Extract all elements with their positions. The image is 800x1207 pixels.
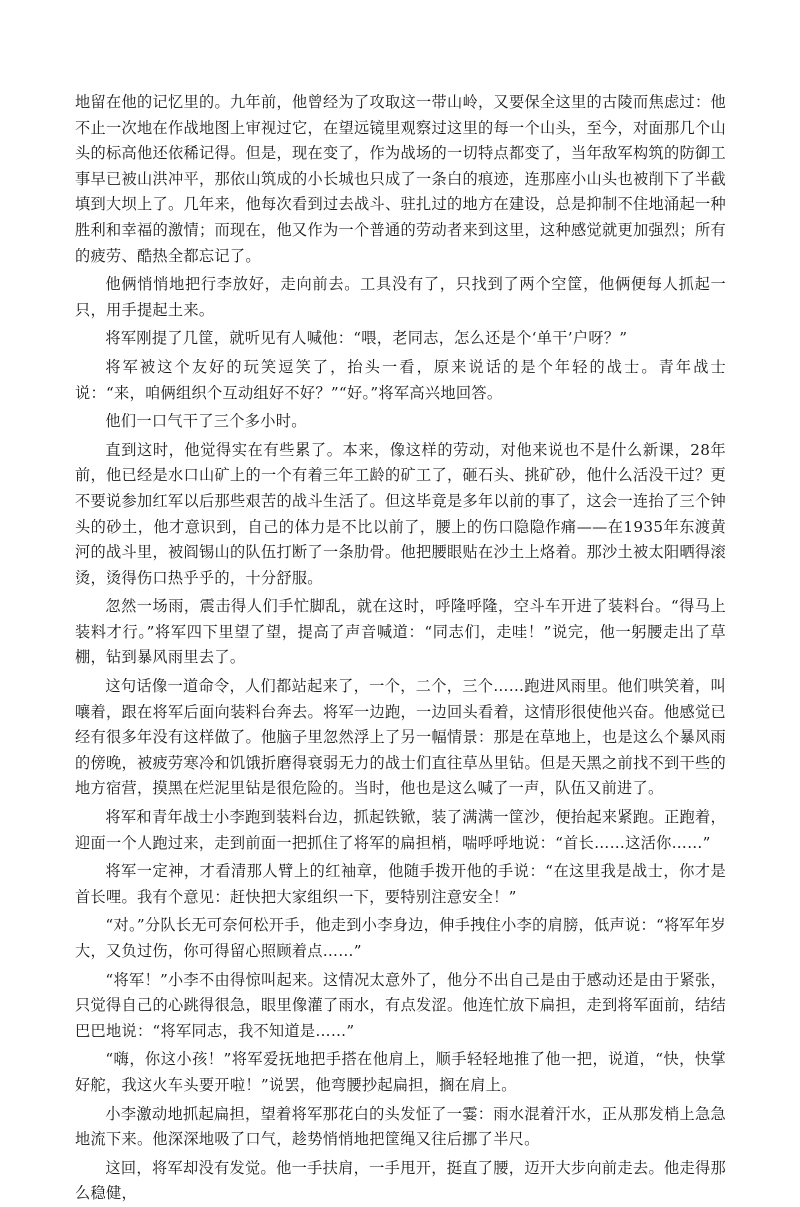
- paragraph-6: 直到这时，他觉得实在有些累了。本来，像这样的劳动，对他来说也不是什么新课，28年前，他已经是水口山矿上的一个有着三年工龄的矿工了，砸石头、挑矿砂，他什么活没干过？更不要说参加红军以后那些艰苦的战斗生活了。但这毕竟是多年以前的事了，这会一连抬了三个钟头的砂土，他才意识到，自己的体力是不比以前了，腰上的伤口隐隐作痛——在1935年东渡黄河的战斗里，被阎锡山的队伍打断了一条肋骨。他把腰眼贴在沙土上烙着。那沙土被太阳晒得滚烫，烫得伤口热乎乎的，十分舒服。: [75, 440, 726, 587]
- paragraph-10: 将军一定神，才看清那人臂上的红袖章，他随手拨开他的手说：“在这里我是战士，你才是首长哩。我有个意见：赶快把大家组织一下，要特别注意安全！”: [75, 862, 726, 906]
- paragraph-2: 他俩悄悄地把行李放好，走向前去。工具没有了，只找到了两个空筐，他俩便每人抓起一只，用手提起土来。: [75, 275, 726, 319]
- paragraph-1: 地留在他的记忆里的。九年前，他曾经为了攻取这一带山岭，又要保全这里的古陵而焦虑过：他不止一次地在作战地图上审视过它，在望远镜里观察过这里的每一个山头，至今，对面那几个山头的标高他还依稀记得。但是，现在变了，作为战场的一切特点都变了，当年敌军构筑的防御工事早已被山洪冲平，那依山筑成的小长城也只成了一条白的痕迹，连那座小山头也被削下了半截填到大坝上了。几年来，他每次看到过去战斗、驻扎过的地方在建设，总是抑制不住地涌起一种胜利和幸福的激情；而现在，他又作为一个普通的劳动者来到这里，这种感觉就更加强烈；所有的疲劳、酷热全都忘记了。: [75, 93, 726, 265]
- paragraph-11: “对。”分队长无可奈何松开手，他走到小李身边，伸手拽住小李的肩膀，低声说：“将军年岁大，又负过伤，你可得留心照顾着点……”: [75, 916, 726, 960]
- paragraph-5: 他们一口气干了三个多小时。: [105, 412, 307, 431]
- paragraph-15: 这回，将军却没有发觉。他一手扶肩，一手甩开，挺直了腰，迈开大步向前走去。他走得那么稳健，: [75, 1158, 726, 1203]
- paragraph-14: 小李激动地抓起扁担，望着将军那花白的头发怔了一霎：雨水混着汗水，正从那发梢上急急地流下来。他深深地吸了口气，趁势悄悄地把筐绳又往后挪了半尺。: [75, 1104, 726, 1149]
- paragraph-13: “嗨，你这小孩！”将军爱抚地把手搭在他肩上，顺手轻轻地推了他一把，说道，“快，快掌好舵，我这火车头要开啦！”说罢，他弯腰抄起扁担，搁在肩上。: [75, 1050, 726, 1094]
- paragraph-12: “将军！”小李不由得惊叫起来。这情况太意外了，他分不出自己是由于感动还是由于紧张，只觉得自己的心跳得很急，眼里像灌了雨水，有点发涩。他连忙放下扁担，走到将军面前，结结巴巴地说：“将军同志，我不知道是……”: [75, 970, 726, 1040]
- paragraph-4: 将军被这个友好的玩笑逗笑了，抬头一看，原来说话的是个年轻的战士。青年战士说：“来，咱俩组织个互动组好不好？”“好。”将军高兴地回答。: [75, 357, 726, 402]
- paragraph-7: 忽然一场雨，震击得人们手忙脚乱，就在这时，呼隆呼隆，空斗车开进了装料台。“得马上装料才行。”将军四下里望了望，提高了声音喊道：“同志们，走哇！”说完，他一躬腰走出了草棚，钻到暴风雨里去了。: [75, 597, 726, 667]
- paragraph-9: 将军和青年战士小李跑到装料台边，抓起铁锨，装了满满一筐沙，便抬起来紧跑。正跑着，迎面一个人跑过来，走到前面一把抓住了将军的扁担梢，喘呼呼地说：“首长……这活你……”: [75, 808, 726, 852]
- paragraph-3: 将军刚提了几筐，就听见有人喊他：“喂，老同志，怎么还是个‘单干’户呀？”: [105, 329, 628, 348]
- paragraph-8: 这句话像一道命令，人们都站起来了，一个，二个，三个……跑进风雨里。他们哄笑着，叫嚷着，跟在将军后面向装料台奔去。将军一边跑，一边回头看着，这情形很使他兴奋。他感觉已经有很多年没有这样做了。他脑子里忽然浮上了另一幅情景：那是在草地上，也是这么个暴风雨的傍晚，被疲劳寒冷和饥饿折磨得衰弱无力的战士们直往草丛里钻。但是天黑之前找不到干些的地方宿营，摸黑在烂泥里钻是很危险的。当时，他也是这么喊了一声，队伍又前进了。: [75, 677, 726, 798]
